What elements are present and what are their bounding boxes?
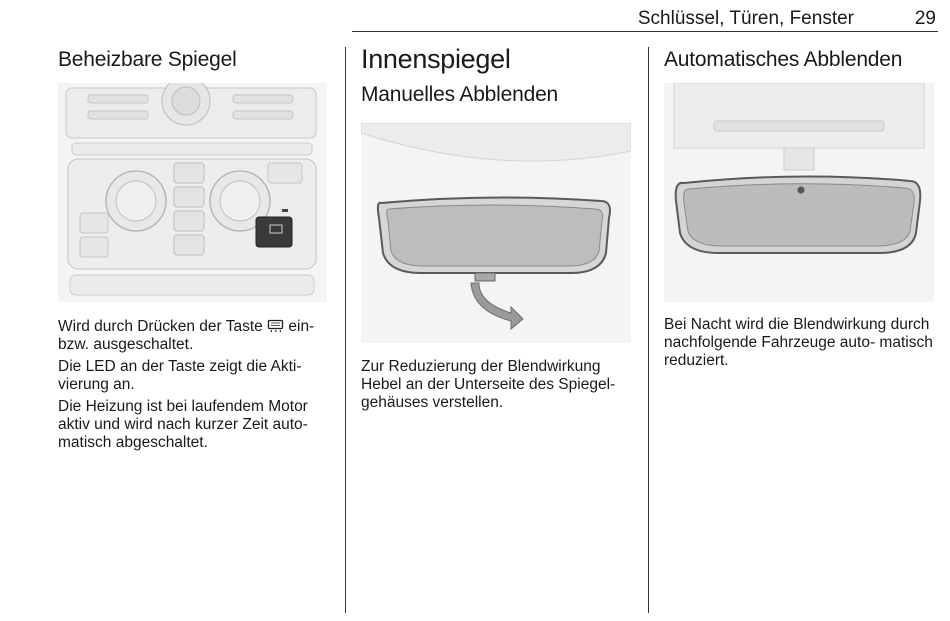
paragraph-toggle-after: ein- bzw. ausgeschaltet. (58, 318, 315, 353)
column-divider-2 (648, 47, 649, 613)
column-interior-mirror-text (361, 358, 633, 412)
column-heated-mirrors-text (58, 318, 330, 452)
figure-climate-panel (58, 83, 327, 302)
heading-interior-mirror: Innenspiegel (361, 44, 511, 74)
paragraph-led: Die LED an der Taste zeigt die Akti- vierung an. (58, 358, 302, 393)
figure-manual-mirror (361, 123, 631, 343)
column-heated-mirrors (58, 44, 330, 72)
figure-auto-mirror (664, 83, 934, 302)
column-interior-mirror (361, 44, 633, 107)
paragraph-auto-dimming: Bei Nacht wird die Blendwirkung durch nachfolgende Fahrzeuge auto- matisch reduziert. (664, 316, 933, 369)
heading-heated-mirrors: Beheizbare Spiegel (58, 48, 237, 71)
header-rule (352, 31, 938, 32)
paragraph-manual-dimming: Zur Reduzierung der Blendwirkung Hebel an der Unterseite des Spiegel- gehäuses verstellen. (361, 358, 616, 411)
page-header (0, 0, 950, 34)
heated-mirror-icon (267, 319, 284, 333)
column-divider-1 (345, 47, 346, 613)
paragraph-auto-off: Die Heizung ist bei laufendem Motor aktiv und wird nach kurzer Zeit auto- matisch abgeschaltet. (58, 398, 308, 451)
column-auto-dimming-text (664, 316, 944, 370)
subheading-manual-dimming: Manuelles Abblenden (361, 83, 559, 106)
column-auto-dimming (664, 44, 944, 72)
paragraph-toggle (58, 318, 330, 354)
page-number: 29 (914, 8, 936, 29)
heading-auto-dimming: Automatisches Abblenden (664, 48, 903, 71)
section-title: Schlüssel, Türen, Fenster (637, 8, 854, 29)
paragraph-toggle-before: Wird durch Drücken der Taste (58, 318, 263, 335)
